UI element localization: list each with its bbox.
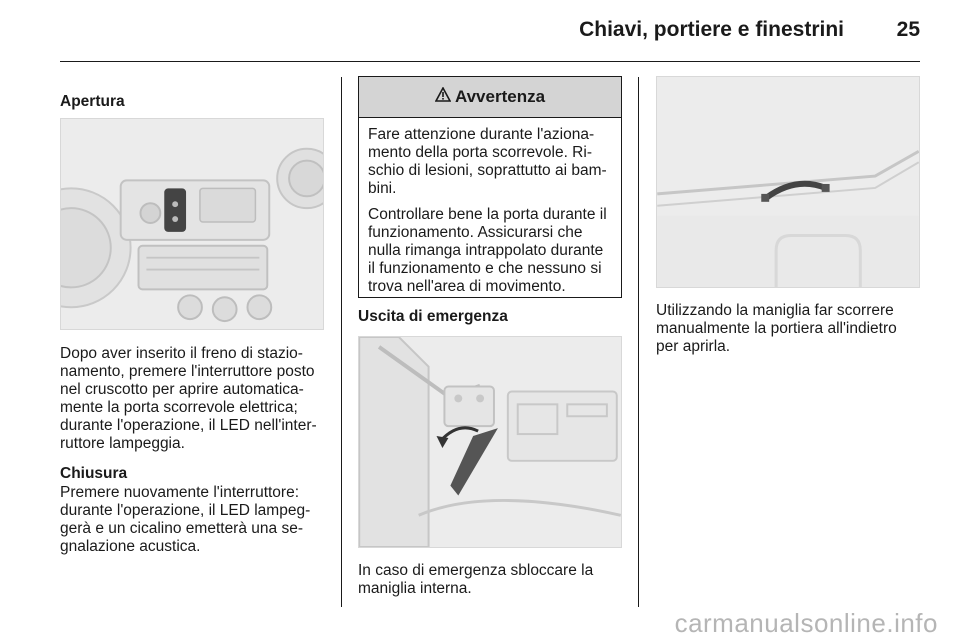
heading-chiusura: Chiusura xyxy=(60,465,128,482)
warning-paragraph-2: Controllare bene la porta durante il funzionamento. Assicurarsi che nulla rimanga intrappolato durante il funzionamento e che nessuno si trova nell'area di movimento. xyxy=(368,206,607,295)
column-divider-2 xyxy=(638,77,639,607)
column-divider-1 xyxy=(341,77,342,607)
paragraph-maniglia: Utilizzando la maniglia far scorrere manualmente la portiera all'indietro per aprirla. xyxy=(656,302,897,355)
heading-apertura: Apertura xyxy=(60,93,125,110)
warning-header xyxy=(359,77,621,118)
warning-paragraph-1: Fare attenzione durante l'aziona-mento della porta scorrevole. Ri-schio di lesioni, soprattutto ai bam-bini. xyxy=(368,126,607,197)
warning-triangle-icon xyxy=(435,87,451,107)
paragraph-emergenza: In caso di emergenza sbloccare la maniglia interna. xyxy=(358,562,594,597)
emergency-handle-illustration xyxy=(359,337,621,547)
paragraph-apertura: Dopo aver inserito il freno di stazio-namento, premere l'interruttore posto nel cruscotto per aprire automatica-mente la porta scorrevole elettrica; durante l'operazione, il LED nell'inter-ruttore lampeggia. xyxy=(60,345,317,452)
dashboard-figure xyxy=(60,118,324,330)
section-title: Chiavi, portiere e finestrini xyxy=(579,18,844,41)
door-handle-illustration xyxy=(657,77,919,287)
heading-uscita-emergenza: Uscita di emergenza xyxy=(358,308,508,325)
warning-box xyxy=(358,76,622,298)
warning-title: Avvertenza xyxy=(454,87,546,106)
emergency-handle-figure xyxy=(358,336,622,548)
page-number: 25 xyxy=(896,18,920,41)
paragraph-chiusura: Premere nuovamente l'interruttore: durante l'operazione, il LED lampeg-gerà e un cicalino emetterà una se-gnalazione acustica. xyxy=(60,484,311,555)
watermark: carmanualsonline.info xyxy=(674,608,938,638)
dashboard-illustration xyxy=(61,119,323,329)
header-divider xyxy=(60,61,920,62)
warning-body xyxy=(359,118,621,296)
door-handle-figure xyxy=(656,76,920,288)
